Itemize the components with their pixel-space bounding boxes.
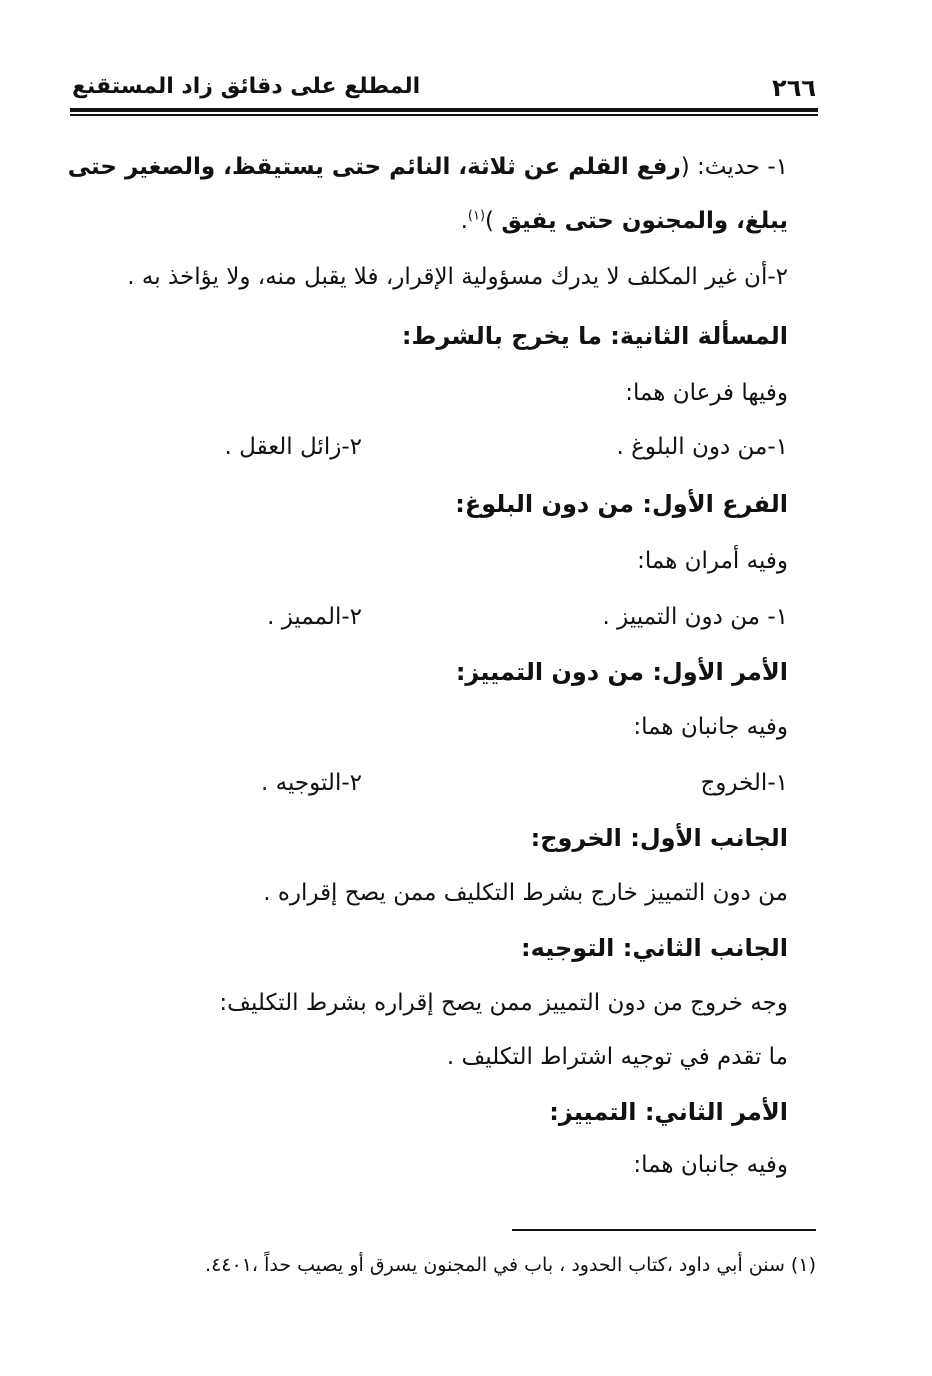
justification-line-2: ما تقدم في توجيه اشتراط التكليف . — [446, 1044, 788, 1070]
hadith-line-2 — [461, 208, 788, 234]
page-header — [72, 66, 816, 106]
heading-second-matter: الأمر الثاني: التمييز: — [549, 1098, 788, 1126]
matters-intro: وفيه أمران هما: — [637, 548, 788, 574]
hadith-quote-1: رفع القلم عن ثلاثة، النائم حتى يستيقظ، والصغير حتى — [67, 154, 681, 180]
page-number: ٢٦٦ — [772, 74, 816, 102]
branches-intro: وفيها فرعان هما: — [625, 380, 788, 406]
hadith-line-1 — [67, 154, 788, 180]
reason-line: ٢-أن غير المكلف لا يدرك مسؤولية الإقرار، فلا يقبل منه، ولا يؤاخذ به . — [127, 264, 788, 290]
matter-1: ١- من دون التمييز . — [602, 604, 788, 630]
header-rule-thick — [70, 108, 818, 112]
justification-line-1: وجه خروج من دون التمييز ممن يصح إقراره بشرط التكليف: — [219, 990, 788, 1016]
exclusion-line: من دون التمييز خارج بشرط التكليف ممن يصح إقراره . — [263, 880, 788, 906]
heading-second-issue: المسألة الثانية: ما يخرج بالشرط: — [401, 322, 788, 350]
hadith-quote-2: يبلغ، والمجنون حتى يفيق — [501, 208, 788, 234]
aspect-2: ٢-التوجيه . — [261, 770, 362, 796]
footnote-ref: (١) — [467, 208, 486, 224]
heading-first-aspect: الجانب الأول: الخروج: — [530, 824, 788, 852]
aspects-intro-2: وفيه جانبان هما: — [633, 1152, 788, 1178]
aspects-intro-1: وفيه جانبان هما: — [633, 714, 788, 740]
aspect-1: ١-الخروج — [700, 770, 788, 796]
book-title: المطلع على دقائق زاد المستقنع — [72, 74, 421, 99]
footnote-separator — [512, 1229, 816, 1231]
branch-2: ٢-زائل العقل . — [224, 434, 362, 460]
branch-1: ١-من دون البلوغ . — [616, 434, 788, 460]
heading-first-matter: الأمر الأول: من دون التمييز: — [455, 658, 788, 686]
header-rule-thin — [70, 114, 818, 116]
heading-second-aspect: الجانب الثاني: التوجيه: — [521, 934, 788, 962]
hadith-end: . — [460, 208, 468, 234]
hadith-prefix: ١- حديث: ( — [680, 154, 788, 180]
matter-2: ٢-المميز . — [267, 604, 362, 630]
hadith-close: ) — [485, 208, 502, 234]
heading-first-branch: الفرع الأول: من دون البلوغ: — [455, 490, 788, 518]
footnote: (١) سنن أبي داود ،كتاب الحدود ، باب في المجنون يسرق أو يصيب حداً ،٤٤٠١. — [205, 1254, 816, 1276]
